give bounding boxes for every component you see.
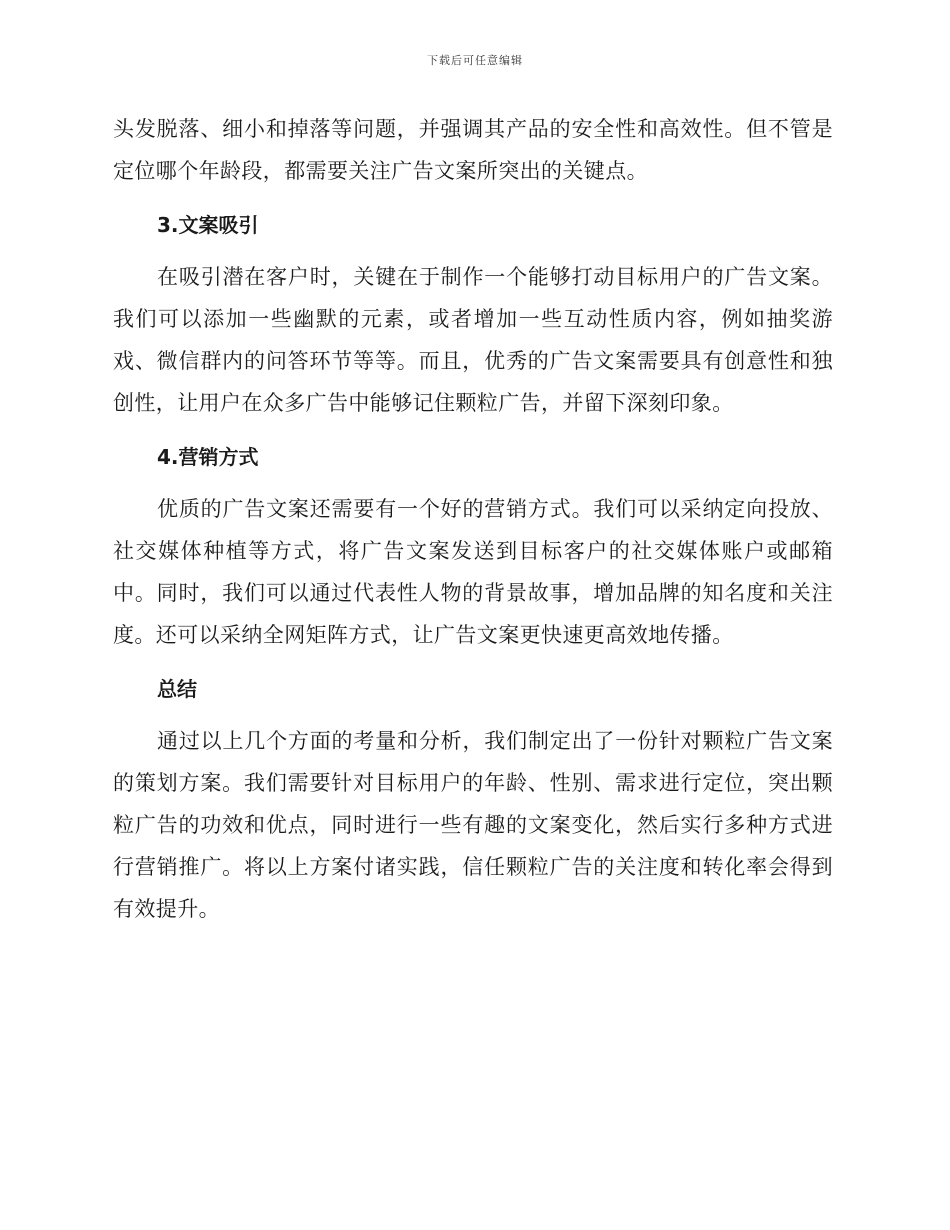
header-note: 下载后可任意编辑 [427,54,523,67]
section-heading-summary: 总结 [157,677,197,701]
section-paragraph-copy-appeal: 在吸引潜在客户时，关键在于制作一个能够打动目标用户的广告文案。我们可以添加一些幽默的元素，或者增加一些互动性质内容，例如抽奖游戏、微信群内的问答环节等等。而且，优秀的广告文案需要具有创意性和独创性，让用户在众多广告中能够记住颗粒广告，并留下深刻印象。 [113,265,833,415]
section-heading-copy-appeal: 3.文案吸引 [157,213,259,237]
section-paragraph-summary: 通过以上几个方面的考量和分析，我们制定出了一份针对颗粒广告文案的策划方案。我们需要针对目标用户的年龄、性别、需求进行定位，突出颗粒广告的功效和优点，同时进行一些有趣的文案变化，然后实行多种方式进行营销推广。将以上方案付诸实践，信任颗粒广告的关注度和转化率会得到有效提升。 [113,729,833,921]
intro-paragraph: 头发脱落、细小和掉落等问题，并强调其产品的安全性和高效性。但不管是定位哪个年龄段，都需要关注广告文案所突出的关键点。 [113,117,833,183]
section-heading-marketing-method: 4.营销方式 [157,445,259,469]
section-paragraph-marketing-method: 优质的广告文案还需要有一个好的营销方式。我们可以采纳定向投放、社交媒体种植等方式，将广告文案发送到目标客户的社交媒体账户或邮箱中。同时，我们可以通过代表性人物的背景故事，增加品牌的知名度和关注度。还可以采纳全网矩阵方式，让广告文案更快速更高效地传播。 [113,497,833,647]
document-body [113,108,833,930]
